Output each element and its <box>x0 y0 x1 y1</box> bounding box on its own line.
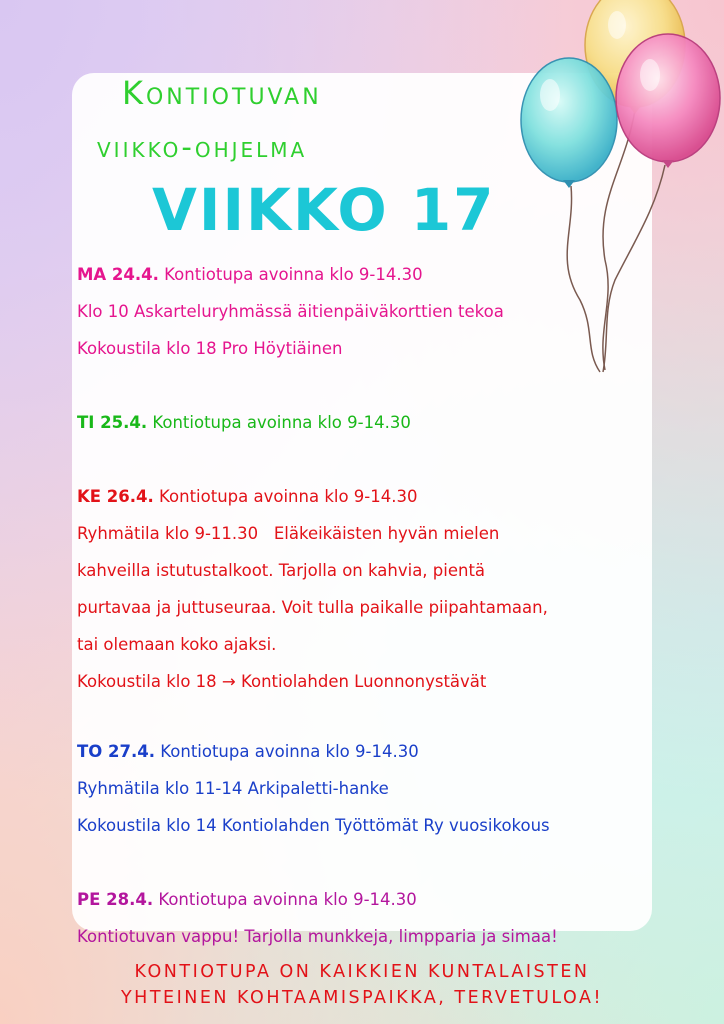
title-line1: Kontiotuvan <box>122 74 322 112</box>
day-tuesday <box>77 404 411 441</box>
teal-balloon-knot <box>563 180 575 188</box>
schedule-line: Kontiotupa avoinna klo 9-14.30 <box>158 890 417 909</box>
pink-balloon-knot <box>662 160 674 168</box>
schedule-line: Ryhmätila klo 11-14 Arkipaletti-hanke <box>77 779 389 798</box>
schedule-line: Kontiotupa avoinna klo 9-14.30 <box>152 413 411 432</box>
day-label: TI 25.4. <box>77 413 148 432</box>
schedule-line: Kokoustila klo 18 Pro Höytiäinen <box>77 339 343 358</box>
day-label: MA 24.4. <box>77 265 159 284</box>
week-heading: VIIKKO 17 <box>152 176 496 244</box>
schedule-line: Klo 10 Askarteluryhmässä äitienpäiväkorttien tekoa <box>77 302 504 321</box>
teal-balloon-icon <box>521 58 617 182</box>
footer-line1: KONTIOTUPA ON KAIKKIEN KUNTALAISTEN <box>134 962 590 982</box>
day-monday <box>77 256 504 367</box>
day-label: TO 27.4. <box>77 742 156 761</box>
schedule-line: Kontiotupa avoinna klo 9-14.30 <box>159 487 418 506</box>
schedule-line: Kokoustila klo 18 → Kontiolahden Luonnonystävät <box>77 672 487 691</box>
balloons-illustration <box>505 0 724 380</box>
schedule-line: tai olemaan koko ajaksi. <box>77 635 277 654</box>
day-friday <box>77 881 558 955</box>
schedule-line: Kontiotuvan vappu! Tarjolla munkkeja, limpparia ja simaa! <box>77 927 558 946</box>
balloon-highlight <box>640 59 660 91</box>
day-thursday <box>77 733 550 844</box>
footer-line2: YHTEINEN KOHTAAMISPAIKKA, TERVETULOA! <box>120 988 603 1008</box>
day-wednesday <box>77 478 548 700</box>
day-label: KE 26.4. <box>77 487 154 506</box>
schedule-line: Kontiotupa avoinna klo 9-14.30 <box>160 742 419 761</box>
balloon-highlight <box>608 11 626 39</box>
pink-balloon-icon <box>616 34 720 162</box>
balloon-highlight <box>540 79 560 111</box>
schedule-line: Kokoustila klo 14 Kontiolahden Työttömät Ry vuosikokous <box>77 816 550 835</box>
balloon-string <box>567 186 600 372</box>
schedule-line: Kontiotupa avoinna klo 9-14.30 <box>164 265 423 284</box>
title-line2: viikko-ohjelma <box>97 130 308 164</box>
schedule-line: purtavaa ja juttuseuraa. Voit tulla paikalle piipahtamaan, <box>77 598 548 617</box>
schedule-line: kahveilla istutustalkoot. Tarjolla on kahvia, pientä <box>77 561 486 580</box>
balloon-string <box>603 165 665 372</box>
schedule-line: Ryhmätila klo 9-11.30 Eläkeikäisten hyvän mielen <box>77 524 500 543</box>
day-label: PE 28.4. <box>77 890 154 909</box>
